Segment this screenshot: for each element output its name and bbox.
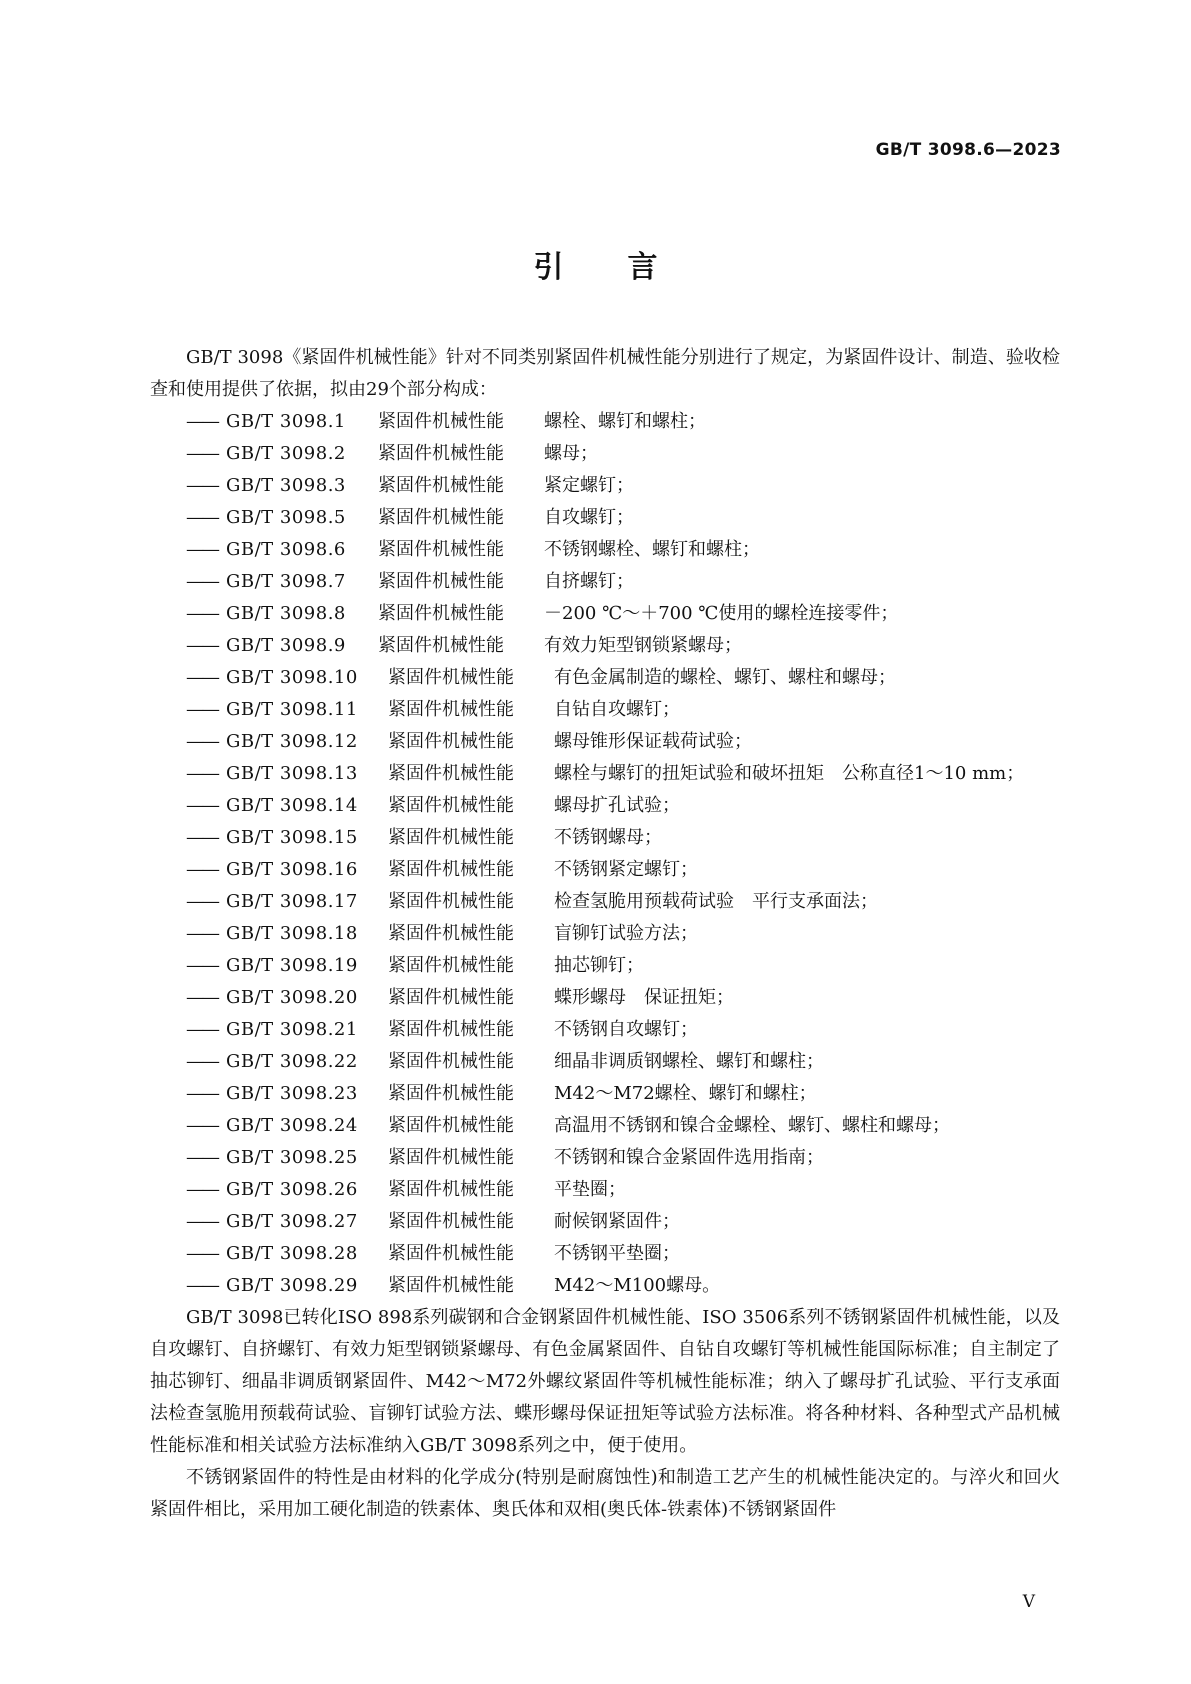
list-dash: —— bbox=[186, 763, 218, 784]
paragraph-stainless-characteristics: 不锈钢紧固件的特性是由材料的化学成分(特别是耐腐蚀性)和制造工艺产生的机械性能决定的。与淬火和回火紧固件相比，采用加工硬化制造的铁素体、奥氏体和双相(奥氏体-铁素体)不锈钢紧固件 bbox=[150, 1467, 1060, 1520]
list-dash: —— bbox=[186, 795, 218, 816]
part-standard-number: GB/T 3098.7 bbox=[226, 571, 346, 592]
list-item bbox=[150, 1238, 1060, 1270]
list-dash: —— bbox=[186, 1019, 218, 1040]
list-dash: —— bbox=[186, 1147, 218, 1168]
list-item bbox=[150, 726, 1060, 758]
list-item bbox=[150, 822, 1060, 854]
part-standard-number: GB/T 3098.15 bbox=[226, 827, 358, 848]
list-dash: —— bbox=[186, 411, 218, 432]
part-standard-number: GB/T 3098.14 bbox=[226, 795, 358, 816]
part-main-title: 紧固件机械性能 bbox=[378, 603, 504, 624]
part-sub-title: 耐候钢紧固件； bbox=[554, 1211, 680, 1232]
part-main-title: 紧固件机械性能 bbox=[388, 955, 514, 976]
part-standard-number: GB/T 3098.29 bbox=[226, 1275, 358, 1296]
list-dash: —— bbox=[186, 507, 218, 528]
part-main-title: 紧固件机械性能 bbox=[388, 731, 514, 752]
part-standard-number: GB/T 3098.3 bbox=[226, 475, 346, 496]
list-dash: —— bbox=[186, 571, 218, 592]
part-sub-title: 不锈钢螺栓、螺钉和螺柱； bbox=[544, 539, 760, 560]
part-sub-title: 螺母锥形保证载荷试验； bbox=[554, 731, 752, 752]
part-main-title: 紧固件机械性能 bbox=[388, 795, 514, 816]
list-item bbox=[150, 598, 1060, 630]
list-dash: —— bbox=[186, 731, 218, 752]
page-title: 引言 bbox=[533, 250, 722, 285]
part-standard-number: GB/T 3098.8 bbox=[226, 603, 346, 624]
list-item bbox=[150, 438, 1060, 470]
part-sub-title: 不锈钢自攻螺钉； bbox=[554, 1019, 698, 1040]
part-sub-title: 紧定螺钉； bbox=[544, 475, 634, 496]
part-standard-number: GB/T 3098.20 bbox=[226, 987, 358, 1008]
part-main-title: 紧固件机械性能 bbox=[388, 1051, 514, 1072]
list-item bbox=[150, 502, 1060, 534]
part-main-title: 紧固件机械性能 bbox=[378, 571, 504, 592]
list-item bbox=[150, 1014, 1060, 1046]
part-sub-title: 高温用不锈钢和镍合金螺栓、螺钉、螺柱和螺母； bbox=[554, 1115, 950, 1136]
part-main-title: 紧固件机械性能 bbox=[378, 475, 504, 496]
part-standard-number: GB/T 3098.25 bbox=[226, 1147, 358, 1168]
document-body bbox=[150, 342, 1060, 1526]
parts-list bbox=[150, 406, 1060, 1302]
list-dash: —— bbox=[186, 699, 218, 720]
page-number: V bbox=[1022, 1592, 1035, 1612]
part-standard-number: GB/T 3098.9 bbox=[226, 635, 346, 656]
list-item bbox=[150, 758, 1060, 790]
list-item bbox=[150, 1046, 1060, 1078]
part-standard-number: GB/T 3098.1 bbox=[226, 411, 346, 432]
list-dash: —— bbox=[186, 987, 218, 1008]
list-dash: —— bbox=[186, 1179, 218, 1200]
part-sub-title: 螺栓与螺钉的扭矩试验和破坏扭矩 公称直径1～10 mm； bbox=[554, 763, 1025, 784]
list-item bbox=[150, 630, 1060, 662]
part-standard-number: GB/T 3098.10 bbox=[226, 667, 358, 688]
list-item bbox=[150, 982, 1060, 1014]
part-standard-number: GB/T 3098.13 bbox=[226, 763, 358, 784]
list-dash: —— bbox=[186, 923, 218, 944]
paragraph-series-scope: GB/T 3098已转化ISO 898系列碳钢和合金钢紧固件机械性能、ISO 3506系列不锈钢紧固件机械性能，以及自攻螺钉、自挤螺钉、有效力矩型钢锁紧螺母、有色金属紧固件、自钻自攻螺钉等机械性能国际标准；自主制定了抽芯铆钉、细晶非调质钢紧固件、M42～M72外螺纹紧固件等机械性能标准；纳入了螺母扩孔试验、平行支承面法检查氢脆用预载荷试验、盲铆钉试验方法、蝶形螺母保证扭矩等试验方法标准。将各种材料、各种型式产品机械性能标准和相关试验方法标准纳入GB/T 3098系列之中，便于使用。 bbox=[150, 1307, 1060, 1456]
part-sub-title: 有效力矩型钢锁紧螺母； bbox=[544, 635, 742, 656]
part-standard-number: GB/T 3098.27 bbox=[226, 1211, 358, 1232]
part-standard-number: GB/T 3098.21 bbox=[226, 1019, 358, 1040]
list-item bbox=[150, 1078, 1060, 1110]
list-dash: —— bbox=[186, 539, 218, 560]
list-item bbox=[150, 1142, 1060, 1174]
part-standard-number: GB/T 3098.5 bbox=[226, 507, 346, 528]
part-main-title: 紧固件机械性能 bbox=[388, 1019, 514, 1040]
list-item bbox=[150, 406, 1060, 438]
list-dash: —— bbox=[186, 955, 218, 976]
list-dash: —— bbox=[186, 603, 218, 624]
standard-code-header: GB/T 3098.6—2023 bbox=[875, 140, 1061, 160]
part-main-title: 紧固件机械性能 bbox=[388, 1115, 514, 1136]
list-item bbox=[150, 1110, 1060, 1142]
list-dash: —— bbox=[186, 475, 218, 496]
part-main-title: 紧固件机械性能 bbox=[378, 635, 504, 656]
list-dash: —— bbox=[186, 827, 218, 848]
list-dash: —— bbox=[186, 891, 218, 912]
part-main-title: 紧固件机械性能 bbox=[388, 1179, 514, 1200]
list-dash: —— bbox=[186, 1243, 218, 1264]
part-sub-title: 平垫圈； bbox=[554, 1179, 626, 1200]
part-sub-title: 不锈钢平垫圈； bbox=[554, 1243, 680, 1264]
list-dash: —— bbox=[186, 443, 218, 464]
part-sub-title: 螺栓、螺钉和螺柱； bbox=[544, 411, 706, 432]
part-main-title: 紧固件机械性能 bbox=[388, 923, 514, 944]
part-main-title: 紧固件机械性能 bbox=[388, 1083, 514, 1104]
list-dash: —— bbox=[186, 1051, 218, 1072]
list-item bbox=[150, 918, 1060, 950]
list-item bbox=[150, 566, 1060, 598]
part-standard-number: GB/T 3098.6 bbox=[226, 539, 346, 560]
part-standard-number: GB/T 3098.2 bbox=[226, 443, 346, 464]
list-item bbox=[150, 950, 1060, 982]
part-sub-title: －200 ℃～＋700 ℃使用的螺栓连接零件； bbox=[544, 603, 899, 624]
part-standard-number: GB/T 3098.11 bbox=[226, 699, 358, 720]
list-item bbox=[150, 1270, 1060, 1302]
part-main-title: 紧固件机械性能 bbox=[388, 827, 514, 848]
part-sub-title: 不锈钢螺母； bbox=[554, 827, 662, 848]
list-item bbox=[150, 1174, 1060, 1206]
intro-paragraph: GB/T 3098《紧固件机械性能》针对不同类别紧固件机械性能分别进行了规定，为紧固件设计、制造、验收检查和使用提供了依据，拟由29个部分构成： bbox=[150, 347, 1060, 400]
part-sub-title: 自攻螺钉； bbox=[544, 507, 634, 528]
part-standard-number: GB/T 3098.12 bbox=[226, 731, 358, 752]
part-main-title: 紧固件机械性能 bbox=[388, 1243, 514, 1264]
part-main-title: 紧固件机械性能 bbox=[388, 667, 514, 688]
list-dash: —— bbox=[186, 1211, 218, 1232]
part-main-title: 紧固件机械性能 bbox=[388, 1147, 514, 1168]
part-standard-number: GB/T 3098.28 bbox=[226, 1243, 358, 1264]
list-item bbox=[150, 694, 1060, 726]
part-standard-number: GB/T 3098.17 bbox=[226, 891, 358, 912]
part-standard-number: GB/T 3098.24 bbox=[226, 1115, 358, 1136]
part-sub-title: 抽芯铆钉； bbox=[554, 955, 644, 976]
part-sub-title: 螺母； bbox=[544, 443, 598, 464]
part-sub-title: 盲铆钉试验方法； bbox=[554, 923, 698, 944]
list-dash: —— bbox=[186, 1083, 218, 1104]
part-sub-title: 蝶形螺母 保证扭矩； bbox=[554, 987, 734, 1008]
list-item bbox=[150, 790, 1060, 822]
part-main-title: 紧固件机械性能 bbox=[378, 507, 504, 528]
list-item bbox=[150, 1206, 1060, 1238]
part-sub-title: M42～M100螺母。 bbox=[554, 1275, 721, 1296]
list-item bbox=[150, 534, 1060, 566]
list-item bbox=[150, 886, 1060, 918]
part-main-title: 紧固件机械性能 bbox=[388, 1211, 514, 1232]
part-standard-number: GB/T 3098.23 bbox=[226, 1083, 358, 1104]
part-sub-title: M42～M72螺栓、螺钉和螺柱； bbox=[554, 1083, 817, 1104]
part-main-title: 紧固件机械性能 bbox=[378, 539, 504, 560]
part-main-title: 紧固件机械性能 bbox=[388, 1275, 514, 1296]
part-sub-title: 检查氢脆用预载荷试验 平行支承面法； bbox=[554, 891, 878, 912]
part-sub-title: 不锈钢紧定螺钉； bbox=[554, 859, 698, 880]
part-sub-title: 螺母扩孔试验； bbox=[554, 795, 680, 816]
part-sub-title: 不锈钢和镍合金紧固件选用指南； bbox=[554, 1147, 824, 1168]
list-item bbox=[150, 854, 1060, 886]
part-standard-number: GB/T 3098.22 bbox=[226, 1051, 358, 1072]
part-main-title: 紧固件机械性能 bbox=[388, 891, 514, 912]
list-dash: —— bbox=[186, 667, 218, 688]
part-standard-number: GB/T 3098.18 bbox=[226, 923, 358, 944]
list-dash: —— bbox=[186, 1115, 218, 1136]
part-main-title: 紧固件机械性能 bbox=[388, 859, 514, 880]
list-dash: —— bbox=[186, 859, 218, 880]
list-dash: —— bbox=[186, 635, 218, 656]
list-dash: —— bbox=[186, 1275, 218, 1296]
list-item bbox=[150, 470, 1060, 502]
list-item bbox=[150, 662, 1060, 694]
part-sub-title: 自挤螺钉； bbox=[544, 571, 634, 592]
part-main-title: 紧固件机械性能 bbox=[388, 763, 514, 784]
part-sub-title: 细晶非调质钢螺栓、螺钉和螺柱； bbox=[554, 1051, 824, 1072]
part-sub-title: 自钻自攻螺钉； bbox=[554, 699, 680, 720]
part-main-title: 紧固件机械性能 bbox=[378, 443, 504, 464]
part-standard-number: GB/T 3098.16 bbox=[226, 859, 358, 880]
part-standard-number: GB/T 3098.19 bbox=[226, 955, 358, 976]
part-standard-number: GB/T 3098.26 bbox=[226, 1179, 358, 1200]
part-main-title: 紧固件机械性能 bbox=[388, 987, 514, 1008]
part-sub-title: 有色金属制造的螺栓、螺钉、螺柱和螺母； bbox=[554, 667, 896, 688]
part-main-title: 紧固件机械性能 bbox=[378, 411, 504, 432]
part-main-title: 紧固件机械性能 bbox=[388, 699, 514, 720]
